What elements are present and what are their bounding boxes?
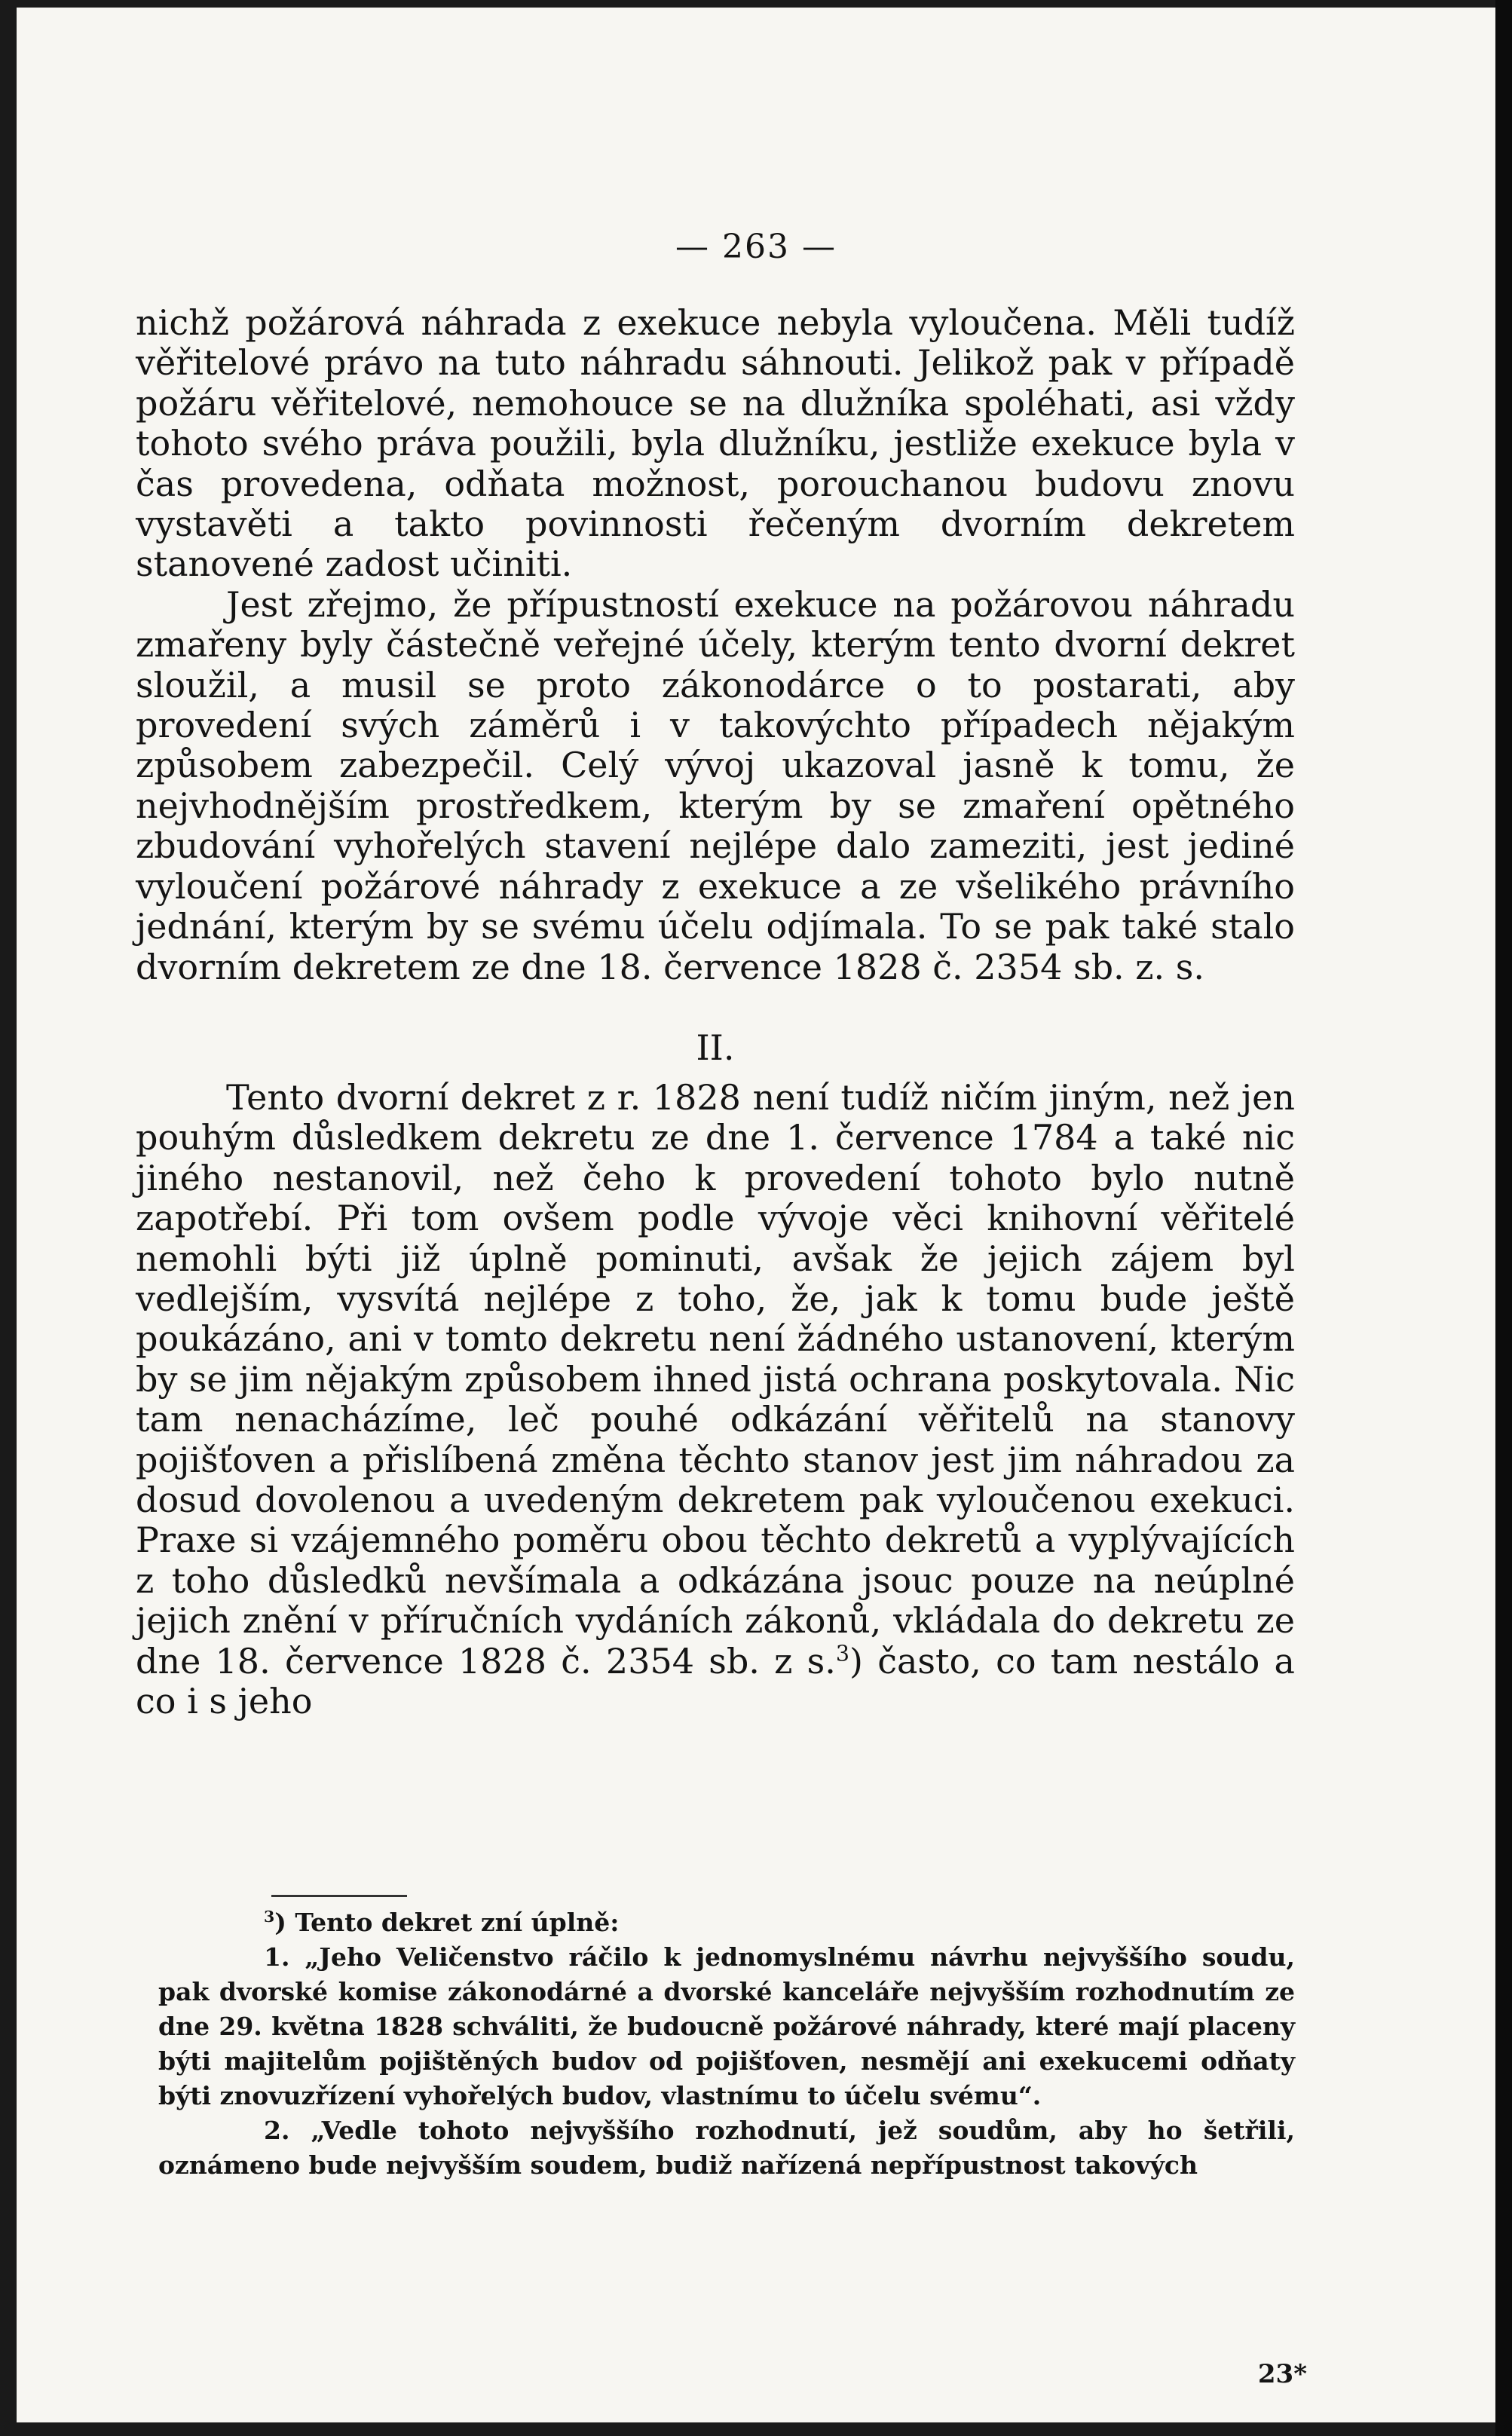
footnote-heading	[158, 1905, 1295, 1940]
footnote-heading-text: ) Tento dekret zní úplně:	[274, 1908, 620, 1937]
footnotes	[158, 1905, 1295, 2183]
document-page	[17, 8, 1495, 2422]
paragraph-3-tail: ) často, co tam nestálo a co i s jeho	[136, 1640, 1295, 1721]
paragraph-3	[136, 1078, 1295, 1722]
paragraph-3-text: Tento dvorní dekret z r. 1828 není tudíž ničím jiným, než jen pouhým důsledkem dekretu ze dne 1. července 1784 a také nic jiného nestanovil, než čeho k provedení tohoto bylo nutně zapotřebí. Při tom ovšem podle vývoje věci knihovní věřitelé nemohli býti již úplně pominuti, avšak že jejich zájem byl vedlejším, vysvítá nejlépe z toho, že, jak k tomu bude ještě poukázáno, ani v tomto dekretu není žádného ustanovení, kterým by se jim nějakým způsobem ihned jistá ochrana poskytovala. Nic tam nenacházíme, leč pouhé odkázání věřitelů na stanovy pojišťoven a přislíbená změna těchto stanov jest jim náhradou za dosud dovolenou a uvedeným dekretem pak vyloučenou exekuci. Praxe si vzájemného poměru obou těchto dekretů a vyplývajících z toho důsledků nevšímala a odkázána jsouc pouze na neúplné jejich znění v příručních vydáních zákonů, vkládala do dekretu ze dne 18. července 1828 č. 2354 sb. z s.	[136, 1076, 1295, 1682]
footnote-marker: 3	[264, 1908, 275, 1926]
paragraph-2: Jest zřejmo, že přípustností exekuce na požárovou náhradu zmařeny byly částečně veřejné účely, kterým tento dvorní dekret sloužil, a musil se proto zákonodárce o to postarati, aby provedení svých záměrů i v takovýchto případech nějakým způsobem zabezpečil. Celý vývoj ukazoval jasně k tomu, že nejvhodnějším prostředkem, kterým by se zmaření opětného zbudování vyhořelých stavení nejlépe dalo zameziti, jest jediné vyloučení požárové náhrady z exekuce a ze všelikého právního jednání, kterým by se svému účelu odjímala. To se pak také stalo dvorním dekretem ze dne 18. července 1828 č. 2354 sb. z. s.	[136, 583, 1295, 987]
paragraph-1: nichž požárová náhrada z exekuce nebyla vyloučena. Měli tudíž věřitelové právo na tuto náhradu sáhnouti. Jelikož pak v případě požáru věřitelové, nemohouce se na dlužníka spoléhati, asi vždy tohoto svého práva použili, byla dlužníku, jestliže exekuce byla v čas provedena, odňata možnost, porouchanou budovu znovu vystavěti a takto povinnosti řečeným dvorním dekretem stanovené zadost učiniti.	[136, 302, 1295, 585]
footnote-separator	[271, 1895, 407, 1897]
signature-mark: 23*	[1257, 2359, 1307, 2389]
footnote-paragraph-1: 1. „Jeho Veličenstvo ráčilo k jednomyslnému návrhu nejvyššího soudu, pak dvorské komise zákonodárné a dvorské kanceláře nejvyšším rozhodnutím ze dne 29. května 1828 schváliti, že budoucně požárové náhrady, které mají placeny býti majitelům pojištěných budov od pojišťoven, nesmějí ani exekucemi odňaty býti znovuzřízení vyhořelých budov, vlastnímu to účelu svému“.	[158, 1942, 1295, 2110]
section-heading: II.	[696, 1027, 735, 1068]
body-text	[136, 303, 1295, 1721]
footnote-reference: 3	[835, 1641, 850, 1666]
footnote-paragraph-2: 2. „Vedle tohoto nejvyššího rozhodnutí, jež soudům, aby ho šetřili, oznámeno bude nejvyšším soudem, budiž nařízená nepřípustnost takových	[158, 2116, 1295, 2180]
scan-border	[1495, 0, 1512, 2436]
page-number: — 263 —	[675, 228, 837, 266]
